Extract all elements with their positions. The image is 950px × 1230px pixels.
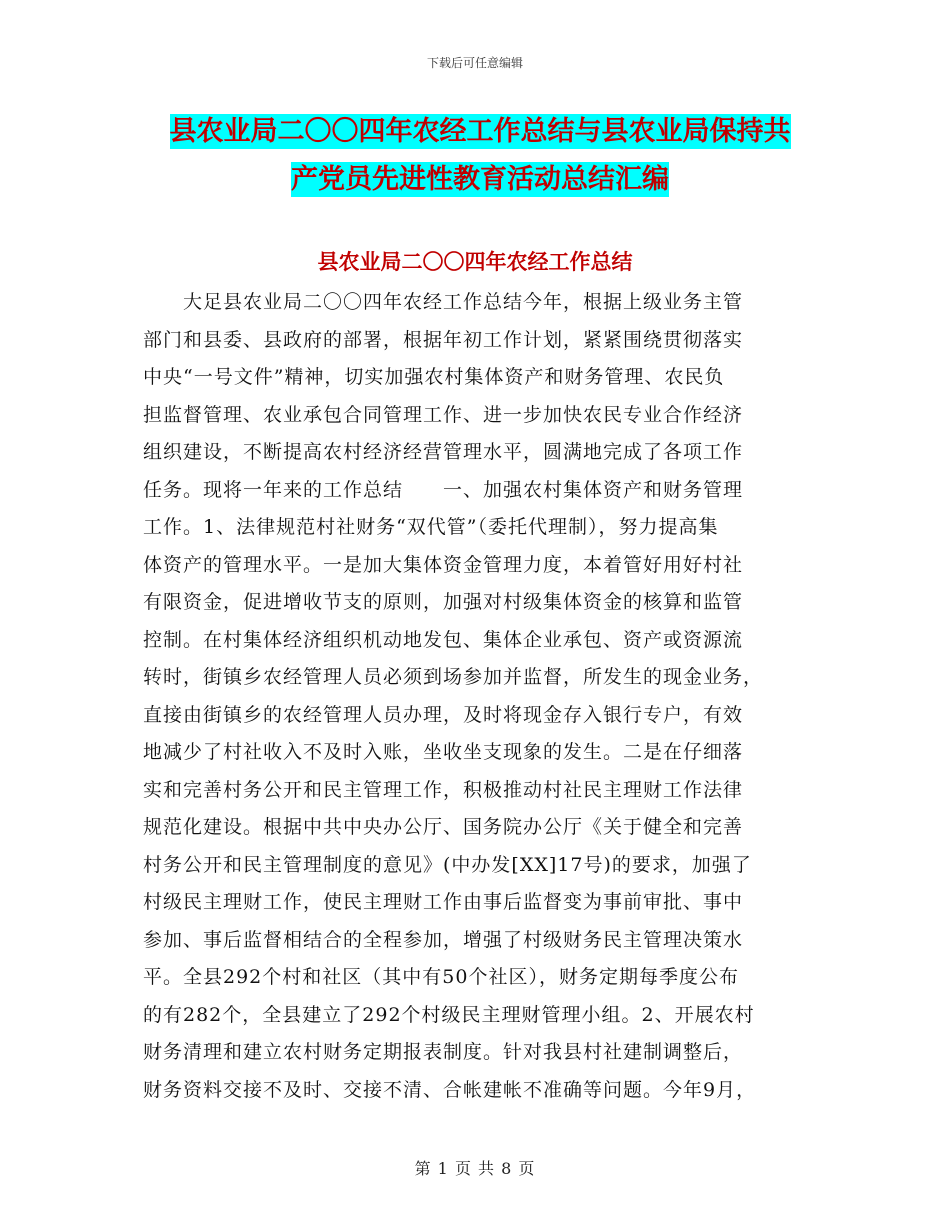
body-line: 任务。现将一年来的工作总结 一、加强农村集体资产和财务管理 [143,478,744,501]
body-line: 的有282个，全县建立了292个村级民主理财管理小组。2、开展农村 [143,1003,755,1026]
body-line: 财务资料交接不及时、交接不清、合帐建帐不准确等问题。今年9月， [143,1078,757,1101]
body-line: 大足县农业局二〇〇四年农经工作总结今年，根据上级业务主管 [143,291,744,313]
body-line: 部门和县委、县政府的部署，根据年初工作计划，紧紧围绕贯彻落实 [143,328,744,351]
body-line: 转时，街镇乡农经管理人员必须到场参加并监督，所发生的现金业务， [143,666,764,688]
main-title [150,108,810,204]
body-line: 控制。在村集体经济组织机动地发包、集体企业承包、资产或资源流 [143,628,744,651]
body-line: 财务清理和建立农村财务定期报表制度。针对我县村社建制调整后， [143,1041,744,1063]
body-line: 地减少了村社收入不及时入账，坐收坐支现象的发生。二是在仔细落 [143,741,744,763]
body-line: 村级民主理财工作，使民主理财工作由事后监督变为事前审批、事中 [143,891,744,913]
body-line: 有限资金，促进增收节支的原则，加强对村级集体资金的核算和监管 [143,591,744,613]
page-number: 第 1 页 共 8 页 [414,1159,536,1178]
body-paragraph [143,284,798,1109]
body-line: 村务公开和民主管理制度的意见》(中办发[XX]17号)的要求，加强了 [143,853,752,876]
body-line: 担监督管理、农业承包合同管理工作、进一步加快农民专业合作经济 [143,403,744,426]
body-line: 直接由街镇乡的农经管理人员办理，及时将现金存入银行专户，有效 [143,703,744,726]
body-line: 参加、事后监督相结合的全程参加，增强了村级财务民主管理决策水 [143,928,744,951]
body-line: 工作。1、法律规范村社财务“双代管”（委托代理制），努力提高集 [143,516,719,538]
body-line: 平。全县292个村和社区（其中有50个社区），财务定期每季度公布 [143,966,739,988]
body-line: 规范化建设。根据中共中央办公厅、国务院办公厅《关于健全和完善 [143,816,744,838]
section-title: 县农业局二〇〇四年农经工作总结 [317,250,633,274]
main-title-line-1: 县农业局二〇〇四年农经工作总结与县农业局保持共 [169,116,791,147]
body-line: 实和完善村务公开和民主管理工作，积极推动村社民主理财工作法律 [143,778,744,801]
body-line: 体资产的管理水平。一是加大集体资金管理力度，本着管好用好村社 [143,553,744,576]
header-note: 下载后可任意编辑 [426,56,523,70]
main-title-line-2: 产党员先进性教育活动总结汇编 [291,164,669,195]
body-line: 中央“一号文件”精神，切实加强农村集体资产和财务管理、农民负 [143,366,725,388]
body-line: 组织建设，不断提高农村经济经营管理水平，圆满地完成了各项工作 [143,441,744,463]
